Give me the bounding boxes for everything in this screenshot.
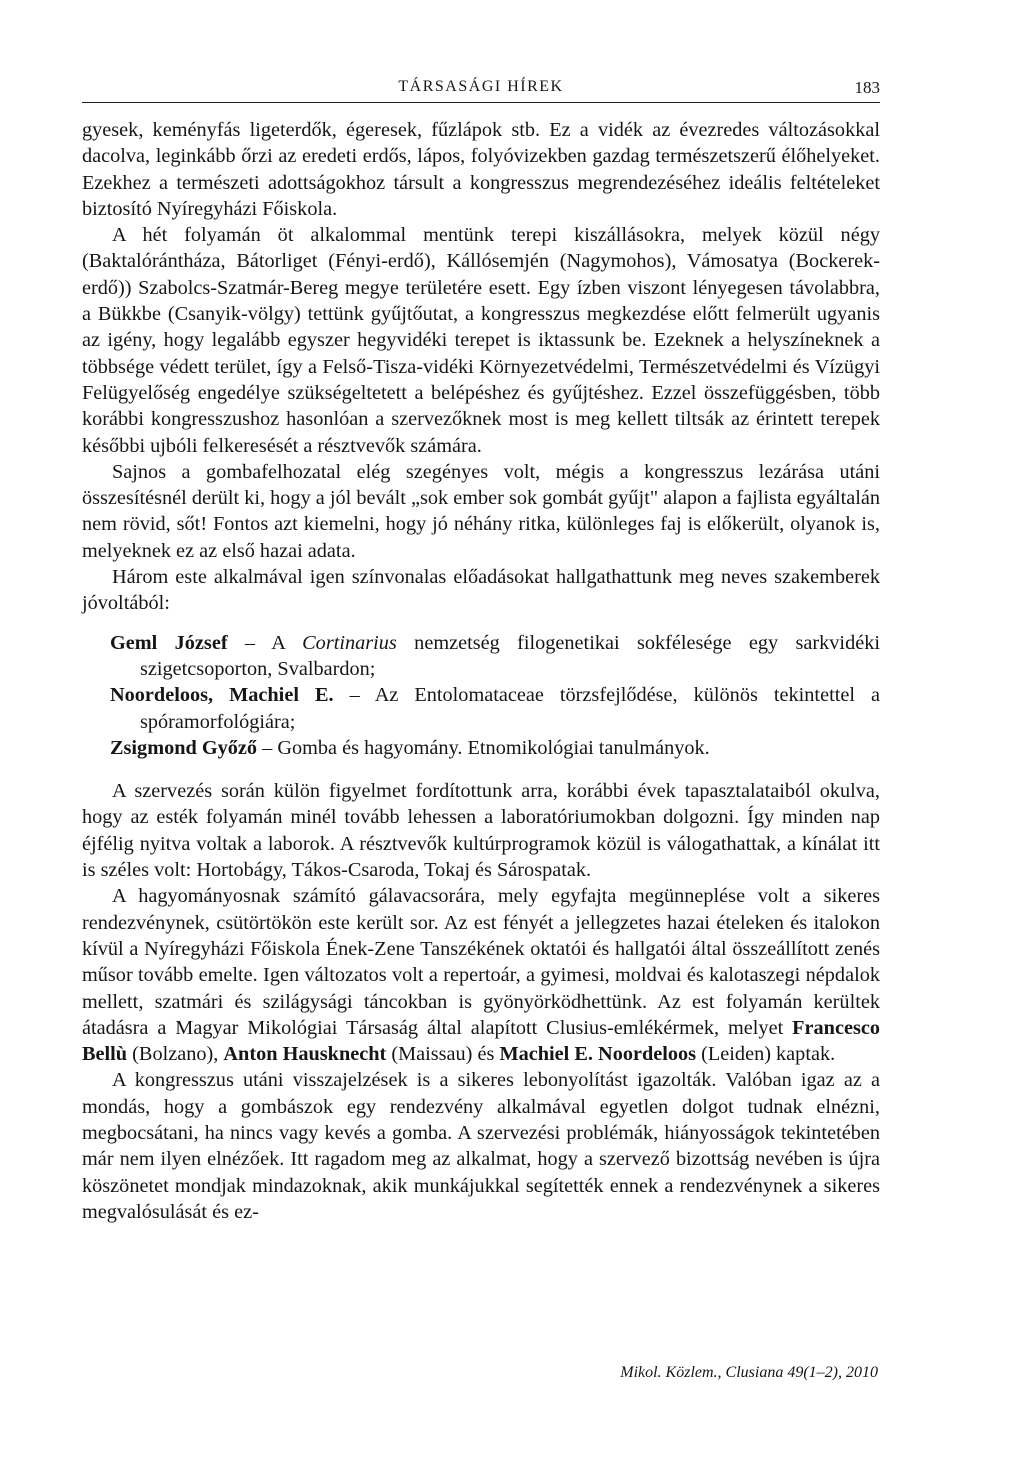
- lecture-title: Az Entolomataceae törzsfejlődése, különös tekintettel a spóramorfológiára;: [140, 684, 881, 733]
- awardee-name: Francesco Bellù: [82, 1016, 880, 1066]
- awardee-name: Anton Hausknecht: [223, 1043, 387, 1066]
- lecture-speaker: Geml József: [110, 631, 228, 654]
- lecture-title: nemzetség filogenetikai sokfélesége egy sarkvidéki szigetcsoporton, Svalbardon;: [140, 631, 880, 680]
- lecture-speaker: Zsigmond Győző: [110, 736, 258, 759]
- lecture-speaker: Noordeloos, Machiel E.: [110, 684, 334, 707]
- paragraph: Három este alkalmával igen színvonalas előadásokat hallgathattunk meg neves szakemberek jóvoltából:: [82, 566, 880, 615]
- section-title: TÁRSASÁGI HÍREK: [398, 78, 564, 95]
- lecture-item: Noordeloos, Machiel E. – Az Entolomataceae törzsfejlődése, különös tekintettel a spóramorfológiára;: [110, 684, 881, 733]
- paragraph: A hagyományosnak számító gálavacsorára, mely egyfajta megünneplése volt a sikeres rendezvénynek, csütörtökön este került sor. Az est fényét a jellegzetes hazai ételeken és italokon kívül a Nyíregyházi Főiskola Ének-Zene Tanszékének oktatói és hallgatói által összeállított zenés műsor tovább emelte. Igen változatos volt a repertoár, a gyimesi, moldvai és kalotaszegi népdalok mellett, szatmári és szilágysági táncokban is gyönyörködhettünk. Az est folyamán kerültek átadásra a Magyar Mikológiai Társaság által alapított Clusius-emlékérmek, melyet Francesco Bellù (Bolzano), Anton Hausknecht (Maissau) és Machiel E. Noordeloos (Leiden) kaptak.: [82, 885, 880, 1066]
- lecture-item: Geml József – A Cortinarius nemzetség filogenetikai sokfélesége egy sarkvidéki szigetcsoporton, Svalbardon;: [110, 631, 880, 680]
- page-number: 183: [854, 78, 880, 97]
- genus-name: Cortinarius: [302, 631, 397, 654]
- paragraph: gyesek, keményfás ligeterdők, égeresek, fűzlápok stb. Ez a vidék az évezredes változásokkal dacolva, leginkább őrzi az eredeti erdős, lápos, folyóvizekben gazdag természetszerű élőhelyeket. Ezekhez a természeti adottságokhoz társult a kongresszus megrendezéséhez ideális feltételeket biztosító Nyíregyházi Főiskola.: [82, 119, 880, 220]
- paragraph: Sajnos a gombafelhozatal elég szegényes volt, mégis a kongresszus lezárása utáni összesítésnél derült ki, hogy a jól bevált „sok ember sok gombát gyűjt" alapon a fajlista egyáltalán nem rövid, sőt! Fontos azt kiemelni, hogy jó néhány ritka, különleges faj is előkerült, olyanok is, melyeknek ez az első hazai adata.: [82, 460, 880, 562]
- paragraph: A hét folyamán öt alkalommal mentünk terepi kiszállásokra, melyek közül négy (Baktalórántháza, Bátorliget (Fényi-erdő), Kállósemjén (Nagymohos), Vámosatya (Bockerek-erdő)) Szabolcs-Szatmár-Bereg megye területére esett. Egy ízben viszont lényegesen távolabbra, a Bükkbe (Csanyik-völgy) tettünk gyűjtőutat, a kongresszus megkezdése előtt felmerült ugyanis az igény, hogy legalább egyszer hegyvidéki terepet is iktassunk be. Ezeknek a helyszíneknek a többsége védett terület, így a Felső-Tisza-vidéki Környezetvédelmi, Természetvédelmi és Vízügyi Felügyelőség engedélye szükségeltetett a belépéshez és gyűjtéshez. Ezzel összefüggésben, több korábbi kongresszushoz hasonlóan a szervezőknek most is meg kellett tiltsák az érintett terepek későbbi ujbóli felkeresését a résztvevők számára.: [82, 224, 880, 457]
- paragraph: A kongresszus utáni visszajelzések is a sikeres lebonyolítást igazolták. Valóban igaz az a mondás, hogy a gombászok egy rendezvény alkalmával egyetlen dolgot tudnak elnézni, megbocsátani, ha nincs vagy kevés a gomba. A szervezési problémák, hiányosságok tekintetében már nem ilyen elnézőek. Itt ragadom meg az alkalmat, hogy a szervező bizottság nevében is újra köszönetet mondjak mindazoknak, akik munkájukkal segítették ennek a rendezvénynek a sikeres megvalósulását és ez-: [82, 1069, 880, 1223]
- journal-citation: Mikol. Közlem., Clusiana 49(1–2), 2010: [620, 1364, 878, 1381]
- lecture-item: Zsigmond Győző – Gomba és hagyomány. Etnomikológiai tanulmányok.: [110, 736, 710, 759]
- lecture-title: Gomba és hagyomány. Etnomikológiai tanulmányok.: [277, 736, 710, 759]
- paragraph: A szervezés során külön figyelmet fordítottunk arra, korábbi évek tapasztalataiból okulva, hogy az esték folyamán minél tovább lehessen a laboratóriumokban dolgozni. Így minden nap éjfélig nyitva voltak a laborok. A résztvevők kultúrprogramok közül is válogathattak, a kínálat itt is széles volt: Hortobágy, Tákos-Csaroda, Tokaj és Sárospatak.: [82, 780, 880, 882]
- lecture-list: [110, 630, 880, 761]
- awardee-name: Machiel E. Noordeloos: [499, 1043, 697, 1066]
- running-header: [82, 76, 880, 103]
- article-body: [82, 117, 880, 1225]
